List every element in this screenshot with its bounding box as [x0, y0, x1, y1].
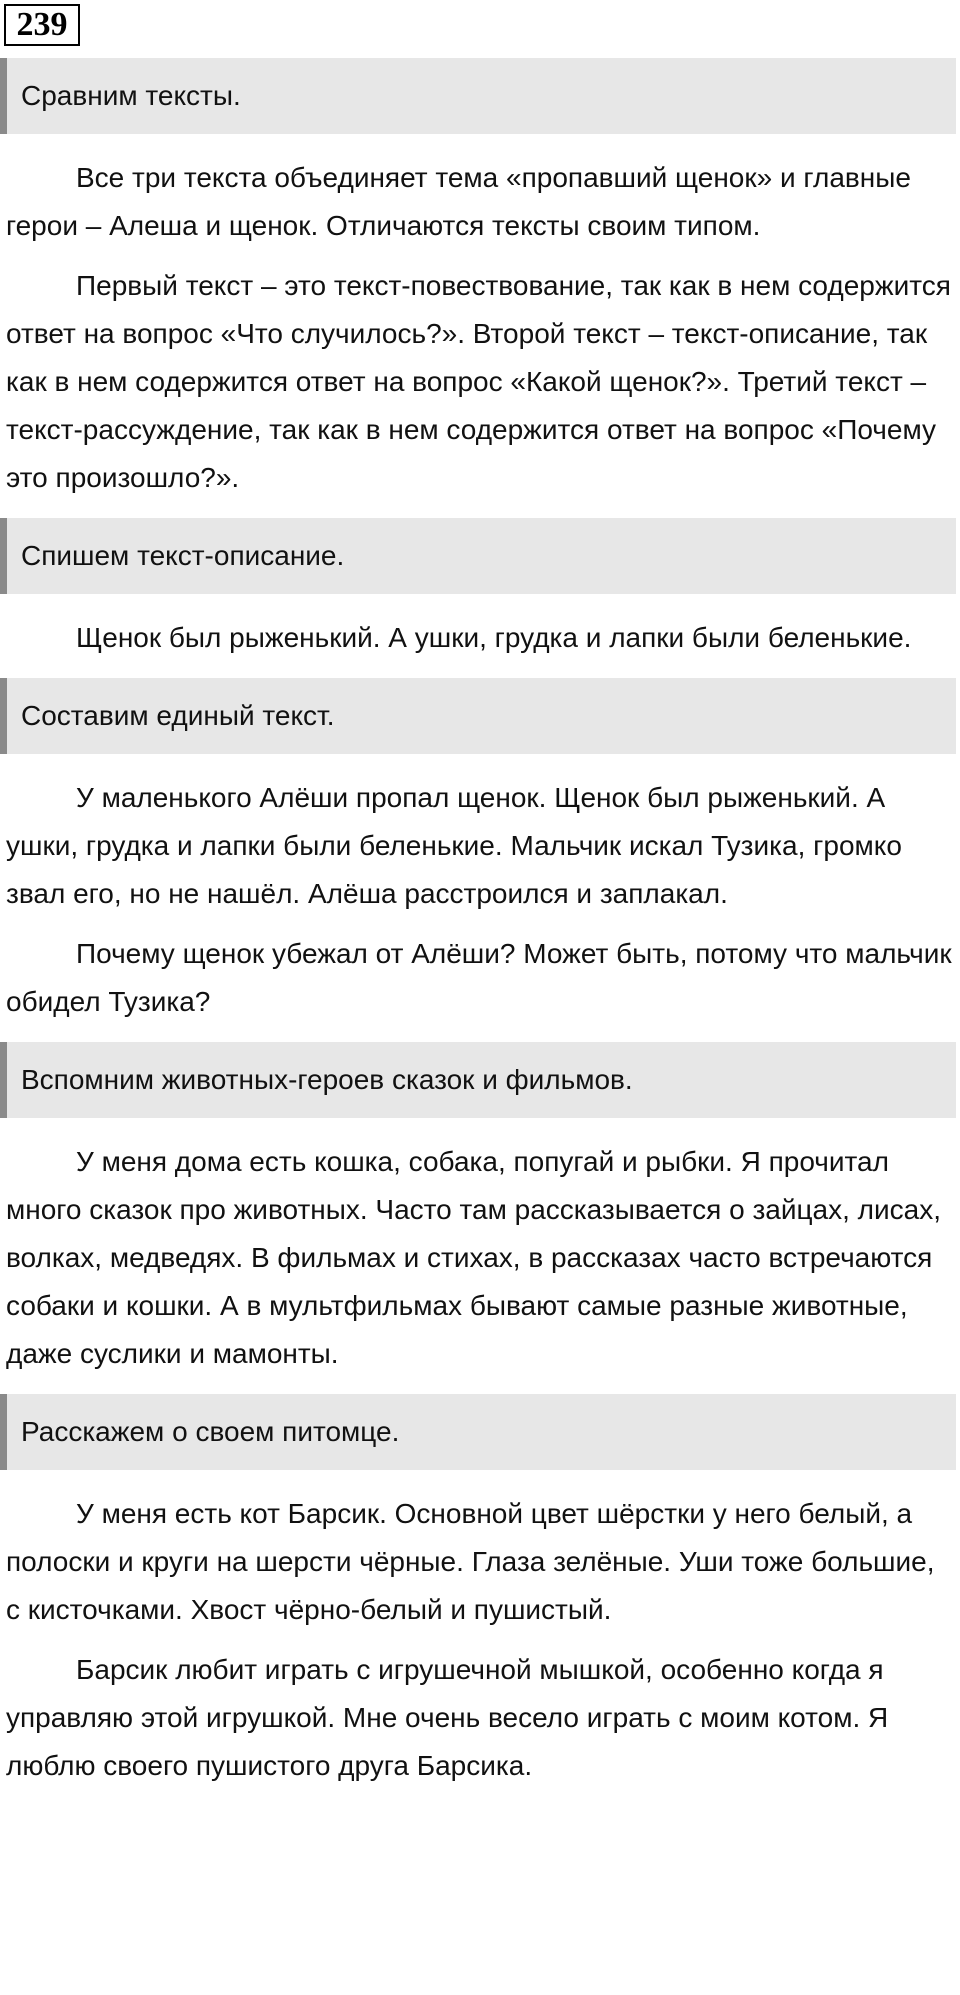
section-header-animal-heroes: Вспомним животных-героев сказок и фильмов.	[0, 1042, 956, 1118]
section-header-copy-description: Спишем текст-описание.	[0, 518, 956, 594]
paragraph: Барсик любит играть с игрушечной мышкой, особенно когда я управляю этой игрушкой. Мне очень весело играть с моим котом. Я люблю своего пушистого друга Барсика.	[6, 1654, 889, 1781]
paragraph: Первый текст – это текст-повествование, так как в нем содержится ответ на вопрос «Что случилось?». Второй текст – текст-описание, так как в нем содержится ответ на вопрос «Какой щенок?». Третий текст – текст-рассуждение, так как в нем содержится ответ на вопрос «Почему это произошло?».	[6, 270, 951, 493]
exercise-number: 239	[4, 4, 80, 46]
paragraph: У меня дома есть кошка, собака, попугай и рыбки. Я прочитал много сказок про животных. Часто там рассказывается о зайцах, лисах, волках, медведях. В фильмах и стихах, в рассказах часто встречаются собаки и кошки. А в мультфильмах бывают самые разные животные, даже суслики и мамонты.	[6, 1146, 941, 1369]
section-header-compose-text: Составим единый текст.	[0, 678, 956, 754]
section-header-pet-story: Расскажем о своем питомце.	[0, 1394, 956, 1470]
paragraph: У меня есть кот Барсик. Основной цвет шёрстки у него белый, а полоски и круги на шерсти чёрные. Глаза зелёные. Уши тоже большие, с кисточками. Хвост чёрно-белый и пушистый.	[6, 1498, 935, 1625]
document-content	[0, 58, 956, 1802]
section-header-compare: Сравним тексты.	[0, 58, 956, 134]
paragraph: Все три текста объединяет тема «пропавший щенок» и главные герои – Алеша и щенок. Отличаются тексты своим типом.	[6, 162, 911, 241]
paragraph: Щенок был рыженький. А ушки, грудка и лапки были беленькие.	[76, 622, 912, 653]
paragraph: У маленького Алёши пропал щенок. Щенок был рыженький. А ушки, грудка и лапки были беленькие. Мальчик искал Тузика, громко звал его, но не нашёл. Алёша расстроился и заплакал.	[6, 782, 902, 909]
paragraph: Почему щенок убежал от Алёши? Может быть, потому что мальчик обидел Тузика?	[6, 938, 952, 1017]
